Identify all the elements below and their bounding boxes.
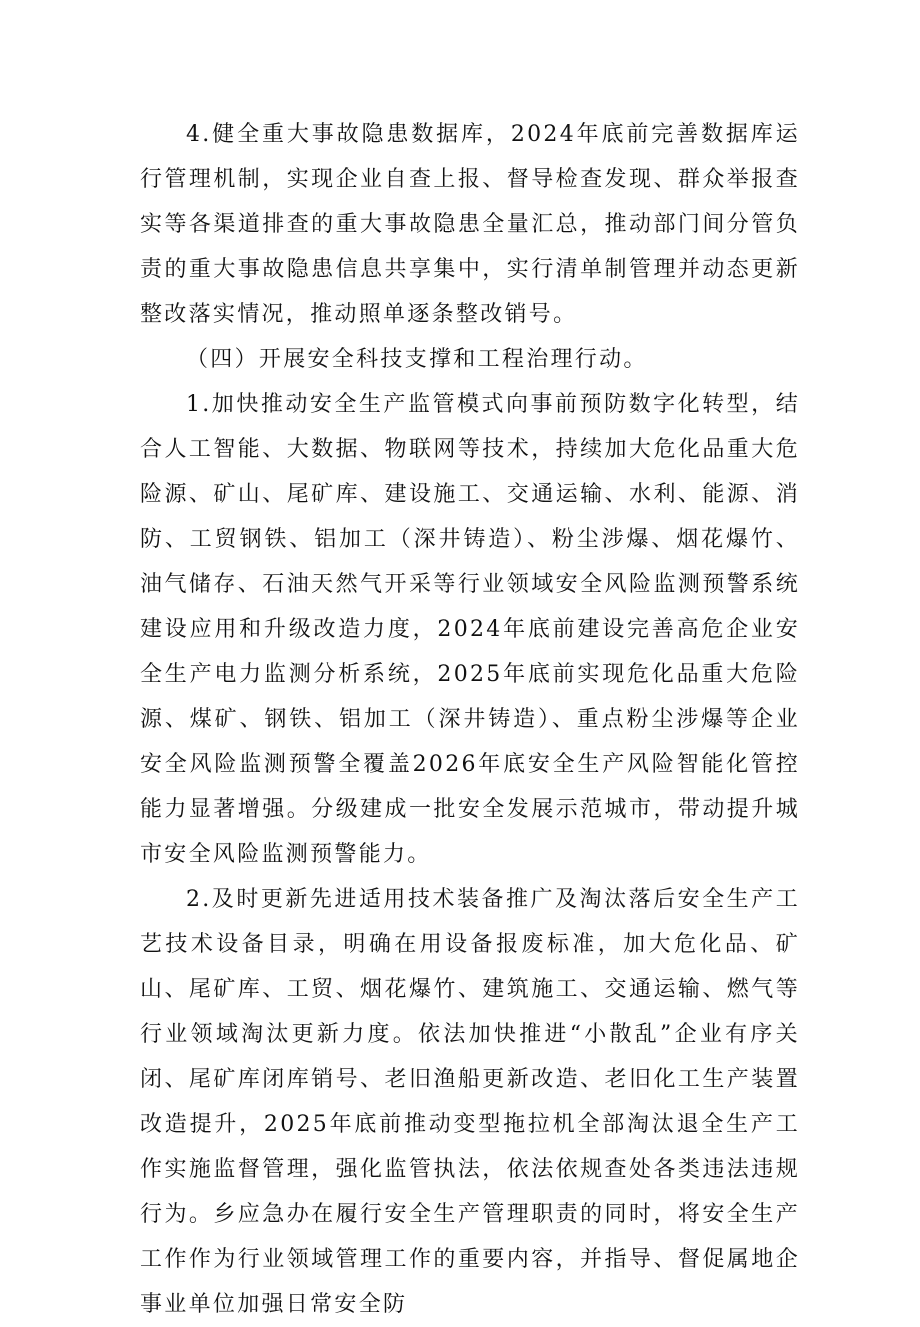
paragraph-item-4: 4.健全重大事故隐患数据库，2024年底前完善数据库运行管理机制，实现企业自查上报、督导检查发现、群众举报查实等各渠道排查的重大事故隐患全量汇总，推动部门间分管负责的重大事故隐患信息共享集中，实行清单制管理并动态更新整改落实情况，推动照单逐条整改销号。 <box>140 122 800 327</box>
paragraph-item-1: 1.加快推动安全生产监管模式向事前预防数字化转型，结合人工智能、大数据、物联网等技术，持续加大危化品重大危险源、矿山、尾矿库、建设施工、交通运输、水利、能源、消防、工贸钢铁、铝加工（深井铸造）、粉尘涉爆、烟花爆竹、油气储存、石油天然气开采等行业领域安全风险监测预警系统建设应用和升级改造力度，2024年底前建设完善高危企业安全生产电力监测分析系统，2025年底前实现危化品重大危险源、煤矿、钢铁、铝加工（深井铸造）、重点粉尘涉爆等企业安全风险监测预警全覆盖2026年底安全生产风险智能化管控能力显著增强。分级建成一批安全发展示范城市，带动提升城市安全风险监测预警能力。 <box>140 392 800 867</box>
section-heading-4: （四）开展安全科技支撑和工程治理行动。 <box>186 347 648 372</box>
paragraph-item-2: 2.及时更新先进适用技术装备推广及淘汰落后安全生产工艺技术设备目录，明确在用设备报废标准，加大危化品、矿山、尾矿库、工贸、烟花爆竹、建筑施工、交通运输、燃气等行业领域淘汰更新力度。依法加快推进“小散乱”企业有序关闭、尾矿库闭库销号、老旧渔船更新改造、老旧化工生产装置改造提升，2025年底前推动变型拖拉机全部淘汰退全生产工作实施监督管理，强化监管执法，依法依规查处各类违法违规行为。乡应急办在履行安全生产管理职责的同时，将安全生产工作作为行业领域管理工作的重要内容，并指导、督促属地企事业单位加强日常安全防 <box>140 887 800 1317</box>
document-body <box>140 112 800 1327</box>
